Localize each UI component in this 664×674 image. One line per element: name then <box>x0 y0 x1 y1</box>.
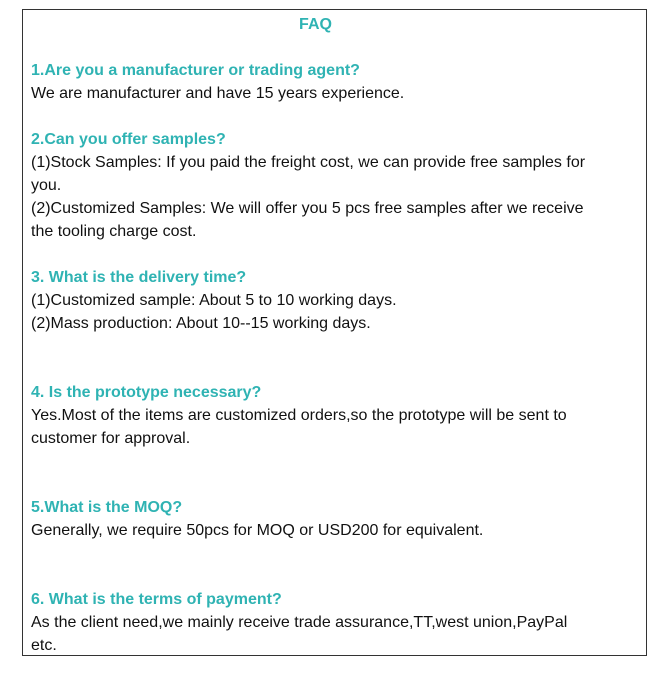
faq-question-2: 2.Can you offer samples? <box>31 131 226 148</box>
faq-answer-3-line-1: (1)Customized sample: About 5 to 10 working days. <box>31 292 397 309</box>
faq-question-6: 6. What is the terms of payment? <box>31 591 282 608</box>
faq-question-5: 5.What is the MOQ? <box>31 499 183 516</box>
faq-answer-6-line-2: etc. <box>31 637 57 654</box>
faq-answer-2-line-4: the tooling charge cost. <box>31 223 197 240</box>
faq-answer-2-line-2: you. <box>31 177 62 194</box>
faq-answer-2-line-1: (1)Stock Samples: If you paid the freight cost, we can provide free samples for <box>31 154 586 171</box>
faq-question-3: 3. What is the delivery time? <box>31 269 247 286</box>
faq-answer-1-line-1: We are manufacturer and have 15 years experience. <box>31 85 405 102</box>
faq-answer-4-line-1: Yes.Most of the items are customized orders,so the prototype will be sent to <box>31 407 567 424</box>
faq-question-4: 4. Is the prototype necessary? <box>31 384 262 401</box>
faq-answer-4-line-2: customer for approval. <box>31 430 191 447</box>
faq-box <box>22 9 647 656</box>
faq-title: FAQ <box>299 16 332 33</box>
faq-answer-3-line-2: (2)Mass production: About 10--15 working days. <box>31 315 371 332</box>
faq-question-1: 1.Are you a manufacturer or trading agent? <box>31 62 360 79</box>
faq-answer-2-line-3: (2)Customized Samples: We will offer you 5 pcs free samples after we receive <box>31 200 584 217</box>
faq-answer-6-line-1: As the client need,we mainly receive trade assurance,TT,west union,PayPal <box>31 614 568 631</box>
faq-answer-5-line-1: Generally, we require 50pcs for MOQ or USD200 for equivalent. <box>31 522 484 539</box>
